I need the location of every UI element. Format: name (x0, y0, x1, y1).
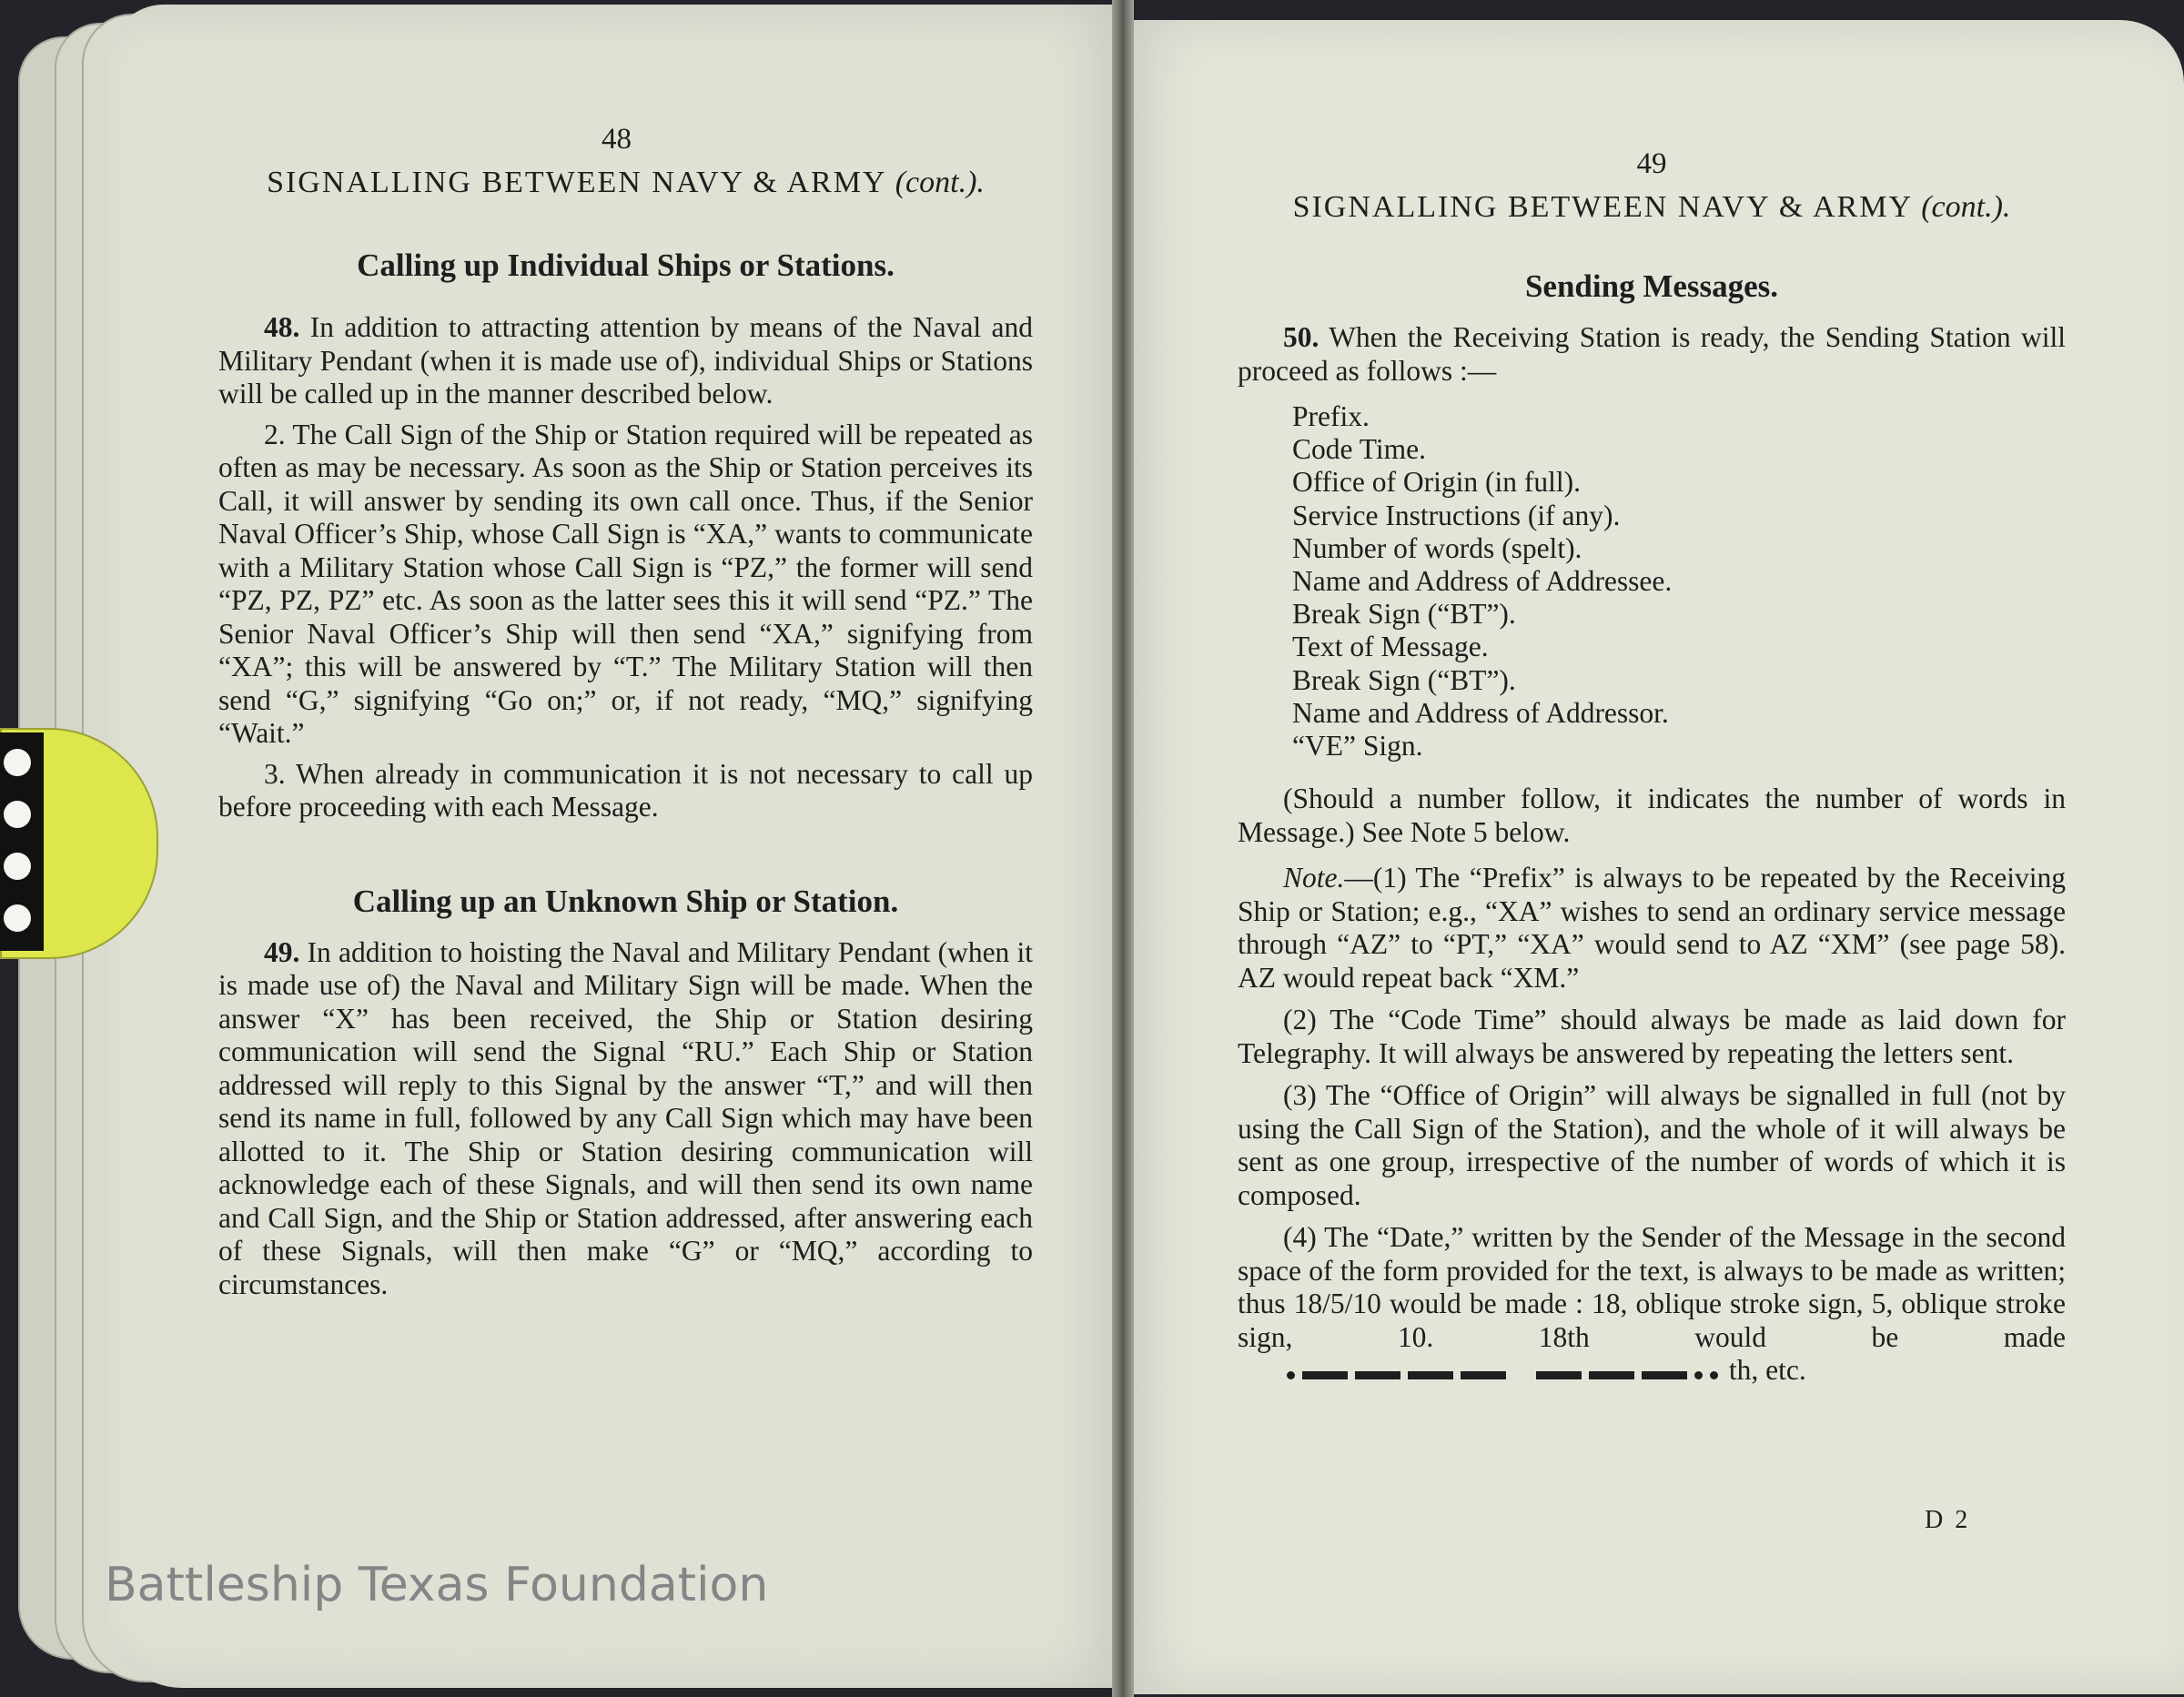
morse-dot-icon (1694, 1371, 1703, 1379)
note-1 (1238, 862, 2066, 995)
tab-dot-icon (4, 904, 31, 932)
page-number: 49 (1636, 147, 1667, 180)
note-end: etc. (1765, 1354, 1806, 1387)
morse-dash-icon (1408, 1371, 1453, 1379)
paragraph-should-follow: (Should a number follow, it indicates the number of words in Message.) See Note 5 below. (1238, 783, 2066, 848)
note-3: (3) The “Office of Origin” will always be signalled in full (not by using the Call Sign of the Station), and the whole of it will always be sent as one group, irrespective of the number of words of which it is composed. (1238, 1079, 2066, 1211)
right-page-content (1238, 147, 2066, 1389)
left-page-content (218, 123, 1033, 1301)
paragraph-number: 48. (264, 311, 300, 343)
running-head-cont: (cont.). (1921, 190, 2011, 224)
message-format-item: Service Instructions (if any). (1292, 499, 1621, 531)
paragraph-text: In addition to hoisting the Naval and Military Pendant (when it is made use of) the Naval and Military Sign will be made. When the answer “X” has been received, the Ship or Station desiring communication will send the Signal “RU.” Each Ship or Station addressed will reply to this Signal by the answer “T,” and will then send its name in full, followed by any Call Sign which may have been allotted to it. The Ship or Station desiring communication will acknowledge each of these Signals, and will then send its own name and Call Sign, and the Ship or Station addressed, after answering each of these Signals, will then make “G” or “MQ,” according to circumstances. (218, 935, 1033, 1300)
paragraph-number: 50. (1283, 321, 1320, 353)
morse-code-date-glyphs (1238, 1357, 1722, 1390)
morse-dash-icon (1536, 1371, 1582, 1379)
paragraph-50 (1238, 321, 2066, 388)
running-head-text: SIGNALLING BETWEEN NAVY & ARMY (1292, 190, 1912, 224)
note-label: Note. (1283, 862, 1345, 894)
running-head (1238, 190, 2066, 225)
morse-dot-icon (1287, 1371, 1295, 1379)
section-title: Sending Messages. (1524, 268, 1779, 304)
section-title: Calling up Individual Ships or Stations. (357, 247, 895, 283)
message-format-item: Number of words (spelt). (1292, 531, 1582, 564)
message-format-item: Prefix. (1292, 400, 1370, 432)
tab-dot-icon (4, 801, 31, 828)
message-format-item: “VE” Sign. (1292, 730, 1423, 763)
section-title: Calling up an Unknown Ship or Station. (352, 883, 899, 919)
paragraph-48 (218, 311, 1033, 411)
note-suffix: th, (1728, 1354, 1759, 1387)
message-format-item: Office of Origin (in full). (1292, 466, 1581, 499)
running-head (218, 166, 1033, 200)
tab-dot-icon (4, 853, 31, 880)
page-number: 48 (602, 123, 632, 156)
paragraph-number: 49. (264, 935, 300, 968)
message-format-item: Text of Message. (1292, 631, 1489, 663)
note-4 (1238, 1221, 2066, 1389)
watermark: Battleship Texas Foundation (105, 1558, 769, 1612)
morse-dash-icon (1642, 1371, 1687, 1379)
note-text: —(1) The “Prefix” is always to be repeated by the Receiving Ship or Station; e.g., “XA” wishes to send an ordinary service message through “AZ” to “PT,” “XA” would send to AZ “XM” (see page 58). AZ would repeat back “XM.” (1238, 862, 2066, 994)
message-format-item: Code Time. (1292, 433, 1427, 466)
morse-dash-icon (1461, 1371, 1506, 1379)
message-format-item: Name and Address of Addressor. (1292, 696, 1669, 729)
morse-dash-icon (1355, 1371, 1400, 1379)
message-format-item: Break Sign (“BT”). (1292, 598, 1516, 631)
morse-dash-icon (1589, 1371, 1634, 1379)
tab-dot-icon (4, 749, 31, 776)
running-head-cont: (cont.). (895, 166, 985, 199)
note-2: (2) The “Code Time” should always be made as laid down for Telegraphy. It will always be answered by repeating the letters sent. (1238, 1004, 2066, 1069)
note-text: (4) The “Date,” written by the Sender of the Message in the second space of the form provided for the text, is always to be made as written; thus 18/5/10 would be made : 18, oblique stroke sign, 5, oblique stroke sign, 10. 18th would be made (1238, 1221, 2066, 1353)
paragraph-text: In addition to attracting attention by means of the Naval and Military Pendant (when it is made use of), individual Ships or Stations will be called up in the manner described below. (218, 311, 1033, 409)
morse-dot-icon (1710, 1371, 1718, 1379)
message-format-item: Name and Address of Addressee. (1292, 565, 1673, 598)
paragraph-text: When the Receiving Station is ready, the Sending Station will proceed as follows :— (1238, 321, 2066, 387)
paragraph-49 (218, 936, 1033, 1302)
morse-dash-icon (1302, 1371, 1348, 1379)
paragraph-2: 2. The Call Sign of the Ship or Station required will be repeated as often as may be necessary. As soon as the Ship or Station perceives its Call, it will answer by sending its own call once. Thus, if the Senior Naval Officer’s Ship, whose Call Sign is “XA,” wants to communicate with a Military Station whose Call Sign is “PZ,” the former will send “PZ, PZ, PZ” etc. As soon as the latter sees this it will send “PZ.” The Senior Naval Officer’s Ship will then send “XA,” signifying from “XA”; this will be answered by “T.” The Military Station will then send “G,” signifying “Go on;” or, if not ready, “MQ,” signifying “Wait.” (218, 418, 1033, 749)
running-head-text: SIGNALLING BETWEEN NAVY & ARMY (267, 166, 886, 199)
message-format-item: Break Sign (“BT”). (1292, 663, 1516, 696)
paragraph-3: 3. When already in communication it is not necessary to call up before proceeding with each Message. (218, 757, 1033, 823)
message-format-list (1238, 400, 2066, 763)
signature-mark: D 2 (1925, 1506, 1971, 1534)
bookmark-tab-strip (0, 732, 44, 951)
book-gutter (1112, 0, 1134, 1697)
